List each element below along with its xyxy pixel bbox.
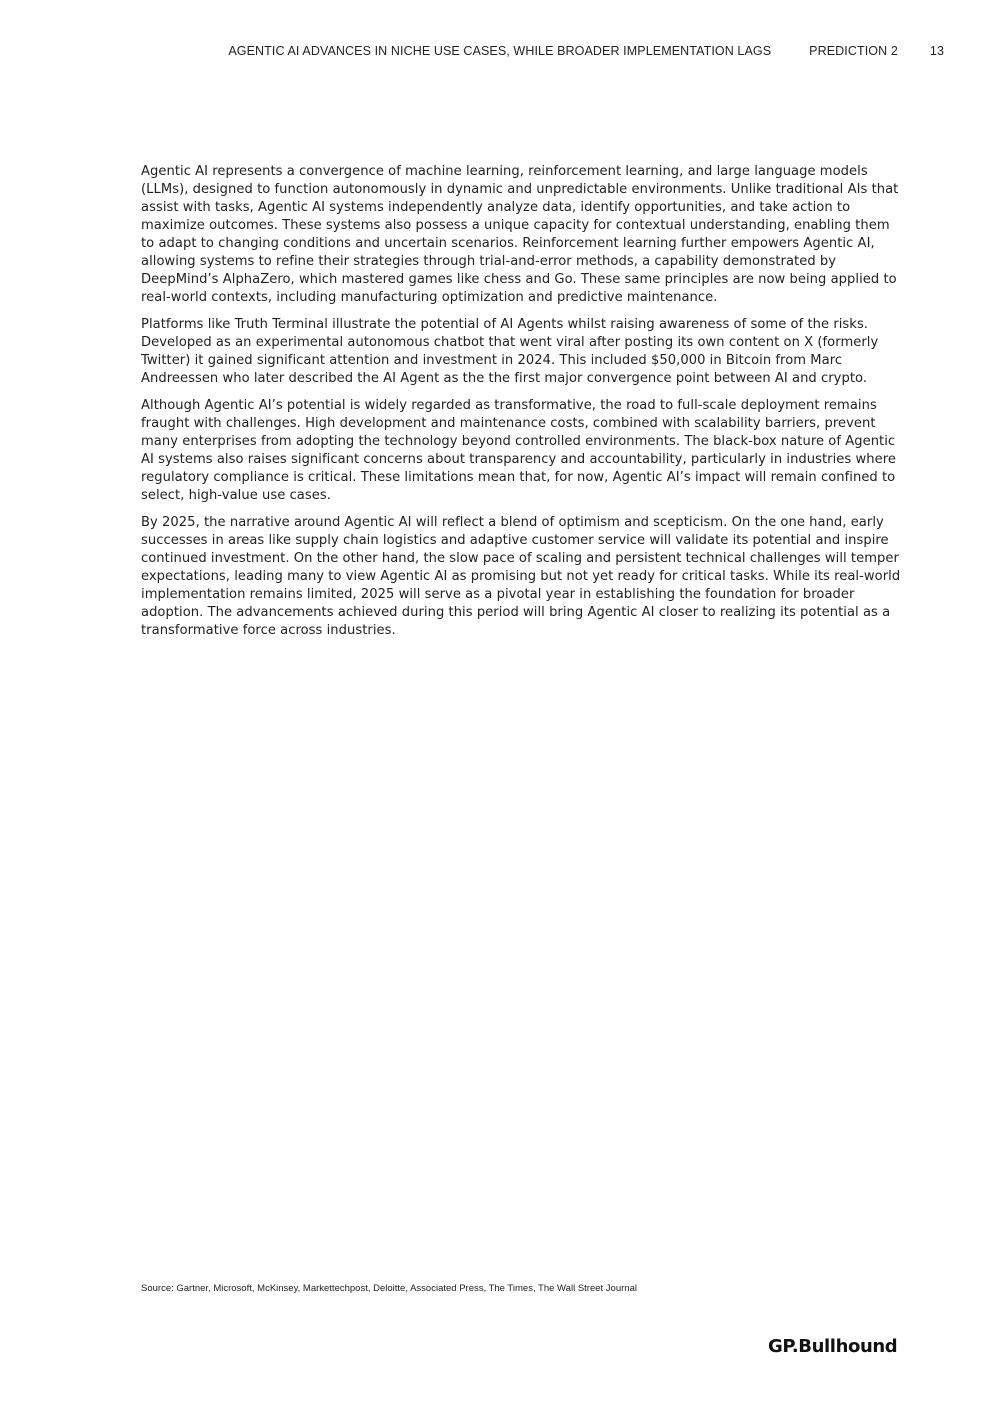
paragraph-3: Although Agentic AI’s potential is widely regarded as transformative, the road to full-scale deployment remains fraught with challenges. High development and maintenance costs, combined with scalability barriers, prevent many enterprises from adopting the technology beyond controlled environments. The black-box nature of Agentic AI systems also raises significant concerns about transparency and accountability, particularly in industries where regulatory compliance is critical. These limitations mean that, for now, Agentic AI’s impact will remain confined to select, high-value use cases. xyxy=(141,398,896,503)
page-number: 13 xyxy=(929,44,944,58)
gp-bullhound-logo: GP.Bullhound xyxy=(768,1336,898,1357)
prediction-label: PREDICTION 2 xyxy=(809,44,898,58)
paragraph-1: Agentic AI represents a convergence of machine learning, reinforcement learning, and large language models (LLMs), designed to function autonomously in dynamic and unpredictable environments. Unlike traditional AIs that assist with tasks, Agentic AI systems independently analyze data, identify opportunities, and take action to maximize outcomes. These systems also possess a unique capacity for contextual understanding, enabling them to adapt to changing conditions and uncertain scenarios. Reinforcement learning further empowers Agentic AI, allowing systems to refine their strategies through trial-and-error methods, a capability demonstrated by DeepMind’s AlphaZero, which mastered games like chess and Go. These same principles are now being applied to real-world contexts, including manufacturing optimization and predictive maintenance. xyxy=(141,164,899,305)
page-header xyxy=(228,44,944,58)
paragraph-2: Platforms like Truth Terminal illustrate the potential of AI Agents whilst raising awareness of some of the risks. Developed as an experimental autonomous chatbot that went viral after posting its own content on X (formerly Twitter) it gained significant attention and investment in 2024. This included $50,000 in Bitcoin from Marc Andreessen who later described the AI Agent as the the first major convergence point between AI and crypto. xyxy=(141,317,879,386)
paragraph-4: By 2025, the narrative around Agentic AI will reflect a blend of optimism and scepticism. On the one hand, early successes in areas like supply chain logistics and adaptive customer service will validate its potential and inspire continued investment. On the other hand, the slow pace of scaling and persistent technical challenges will temper expectations, leading many to view Agentic AI as promising but not yet ready for critical tasks. While its real-world implementation remains limited, 2025 will serve as a pivotal year in establishing the foundation for broader adoption. The advancements achieved during this period will bring Agentic AI closer to realizing its potential as a transformative force across industries. xyxy=(141,515,901,638)
source-note: Source: Gartner, Microsoft, McKinsey, Markettechpost, Deloitte, Associated Press, The Times, The Wall Street Journal xyxy=(141,1283,637,1294)
section-title: AGENTIC AI ADVANCES IN NICHE USE CASES, WHILE BROADER IMPLEMENTATION LAGS xyxy=(228,44,772,58)
article-body xyxy=(141,163,901,649)
